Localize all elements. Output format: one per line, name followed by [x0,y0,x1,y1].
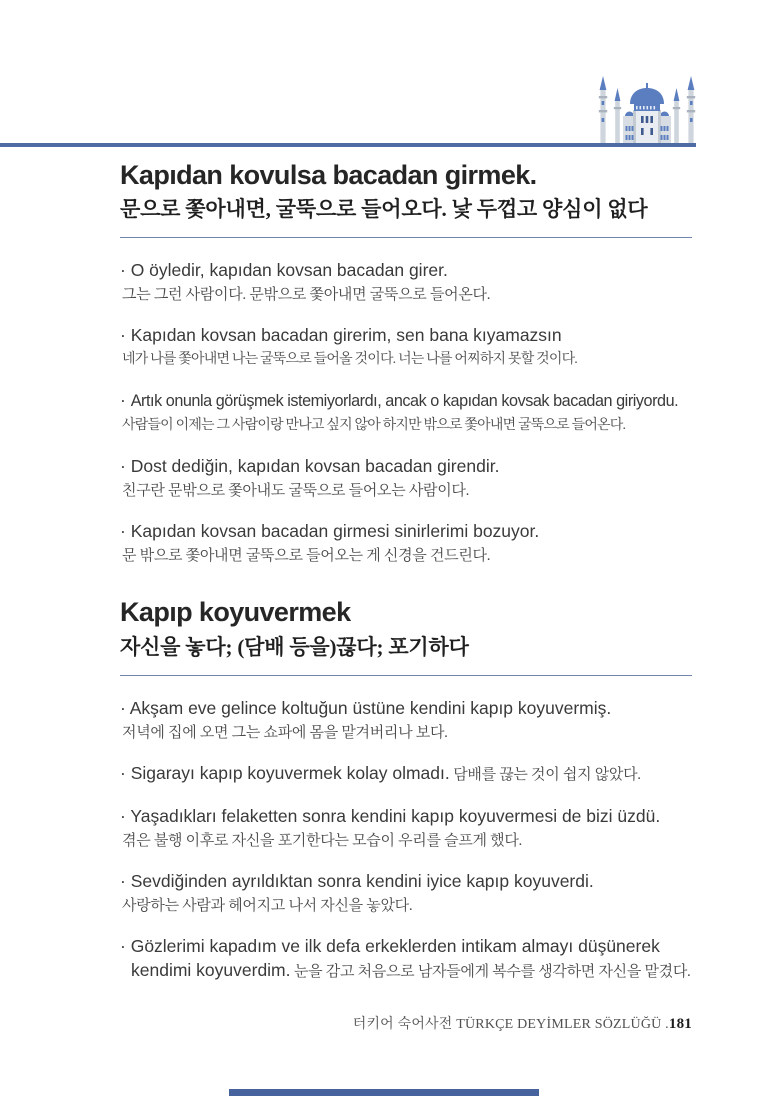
example-turkish: Akşam eve gelince koltuğun üstüne kendini kapıp koyuvermiş. [129,697,612,718]
example-turkish: Kapıdan kovsan bacadan girerim, sen bana kıyamazsın [130,325,562,346]
example-korean: 문 밖으로 쫓아내면 굴뚝으로 들어오는 게 신경을 건드린다. [122,548,491,565]
example-korean: 눈을 감고 처음으로 남자들에게 복수를 생각하면 자신을 맡겼다. [290,963,691,980]
section-divider [120,237,692,238]
example-turkish: Sigarayı kapıp koyuvermek kolay olmadı. [130,762,450,783]
example-korean: 그는 그런 사람이다. 문밖으로 쫓아내면 굴뚝으로 들어온다. [122,287,491,304]
dictionary-page-content [120,160,692,1001]
idiom-section [120,597,692,983]
idiom-meaning-korean: 자신을 놓다; (담배 등을)끊다; 포기하다 [120,634,469,659]
book-title-turkish: TÜRKÇE DEYİMLER SÖZLÜĞÜ [456,1017,662,1032]
footer-separator: . [661,1017,669,1032]
bullet-mark: · [120,456,131,477]
sections [120,160,692,984]
example-item [120,258,692,306]
bullet-mark: · [120,935,131,956]
mosque-icon [597,76,697,143]
example-item [120,388,692,437]
example-list [120,696,692,984]
example-item [120,804,692,852]
example-turkish: Gözlerimi kapadım ve ilk defa erkeklerden intikam almayı düşünerek kendimi koyuverdim. [130,935,660,980]
bullet-mark: · [120,260,131,281]
bullet-mark: · [120,697,130,718]
idiom-meaning-korean: 문으로 쫓아내면, 굴뚝으로 들어오다. 낯 두껍고 양심이 없다 [120,197,648,222]
page-footer [353,1013,692,1033]
example-korean: 네가 나를 쫓아내면 나는 굴뚝으로 들어올 것이다. 너는 나를 어찌하지 못할 것이다. [122,352,577,368]
example-item [120,934,692,984]
example-korean: 사랑하는 사람과 헤어지고 나서 자신을 놓았다. [122,897,413,914]
example-item [120,869,692,917]
example-turkish: Kapıdan kovsan bacadan girmesi sinirlerimi bozuyor. [130,521,540,542]
example-korean: 담배를 끊는 것이 쉽지 않았다. [449,766,641,783]
example-turkish: O öyledir, kapıdan kovsan bacadan girer. [130,260,448,281]
idiom-title: Kapıp koyuvermek [120,597,351,628]
example-korean: 저녁에 집에 오면 그는 쇼파에 몸을 맡겨버리나 보다. [122,724,448,741]
example-korean: 사람들이 이제는 그 사람이랑 만나고 싶지 않아 하지만 밖으로 쫓아내면 굴뚝으로 들어온다. [122,418,626,434]
example-item [120,454,692,502]
example-item [120,323,692,371]
example-turkish: Dost dediğin, kapıdan kovsan bacadan girendir. [130,456,500,477]
example-item [120,761,692,787]
example-turkish: Artık onunla görüşmek istemiyorlardı, ancak o kapıdan kovsak bacadan giriyordu. [130,392,679,411]
idiom-title: Kapıdan kovulsa bacadan girmek. [120,160,537,190]
section-divider [120,675,692,676]
bullet-mark: · [120,805,131,826]
example-turkish: Sevdiğinden ayrıldıktan sonra kendini iyice kapıp koyuverdi. [130,870,594,891]
bullet-mark: · [120,325,131,346]
idiom-section [120,160,692,567]
bullet-mark: · [120,762,131,783]
header-rule [0,143,696,147]
bullet-mark: · [120,870,131,891]
page-number: 181 [668,1016,692,1032]
bottom-accent-bar [229,1089,539,1096]
example-item [120,519,692,567]
example-korean: 겪은 불행 이후로 자신을 포기한다는 모습이 우리를 슬프게 했다. [122,832,522,849]
example-korean: 친구란 문밖으로 쫓아내도 굴뚝으로 들어오는 사람이다. [122,483,470,500]
book-title-korean: 터키어 숙어사전 [352,1017,453,1032]
example-turkish: Yaşadıkları felaketten sonra kendini kapıp koyuvermesi de bizi üzdü. [130,805,661,826]
bullet-mark: · [120,521,131,542]
example-item [120,696,692,744]
example-list [120,258,692,567]
bullet-mark: · [120,390,131,411]
